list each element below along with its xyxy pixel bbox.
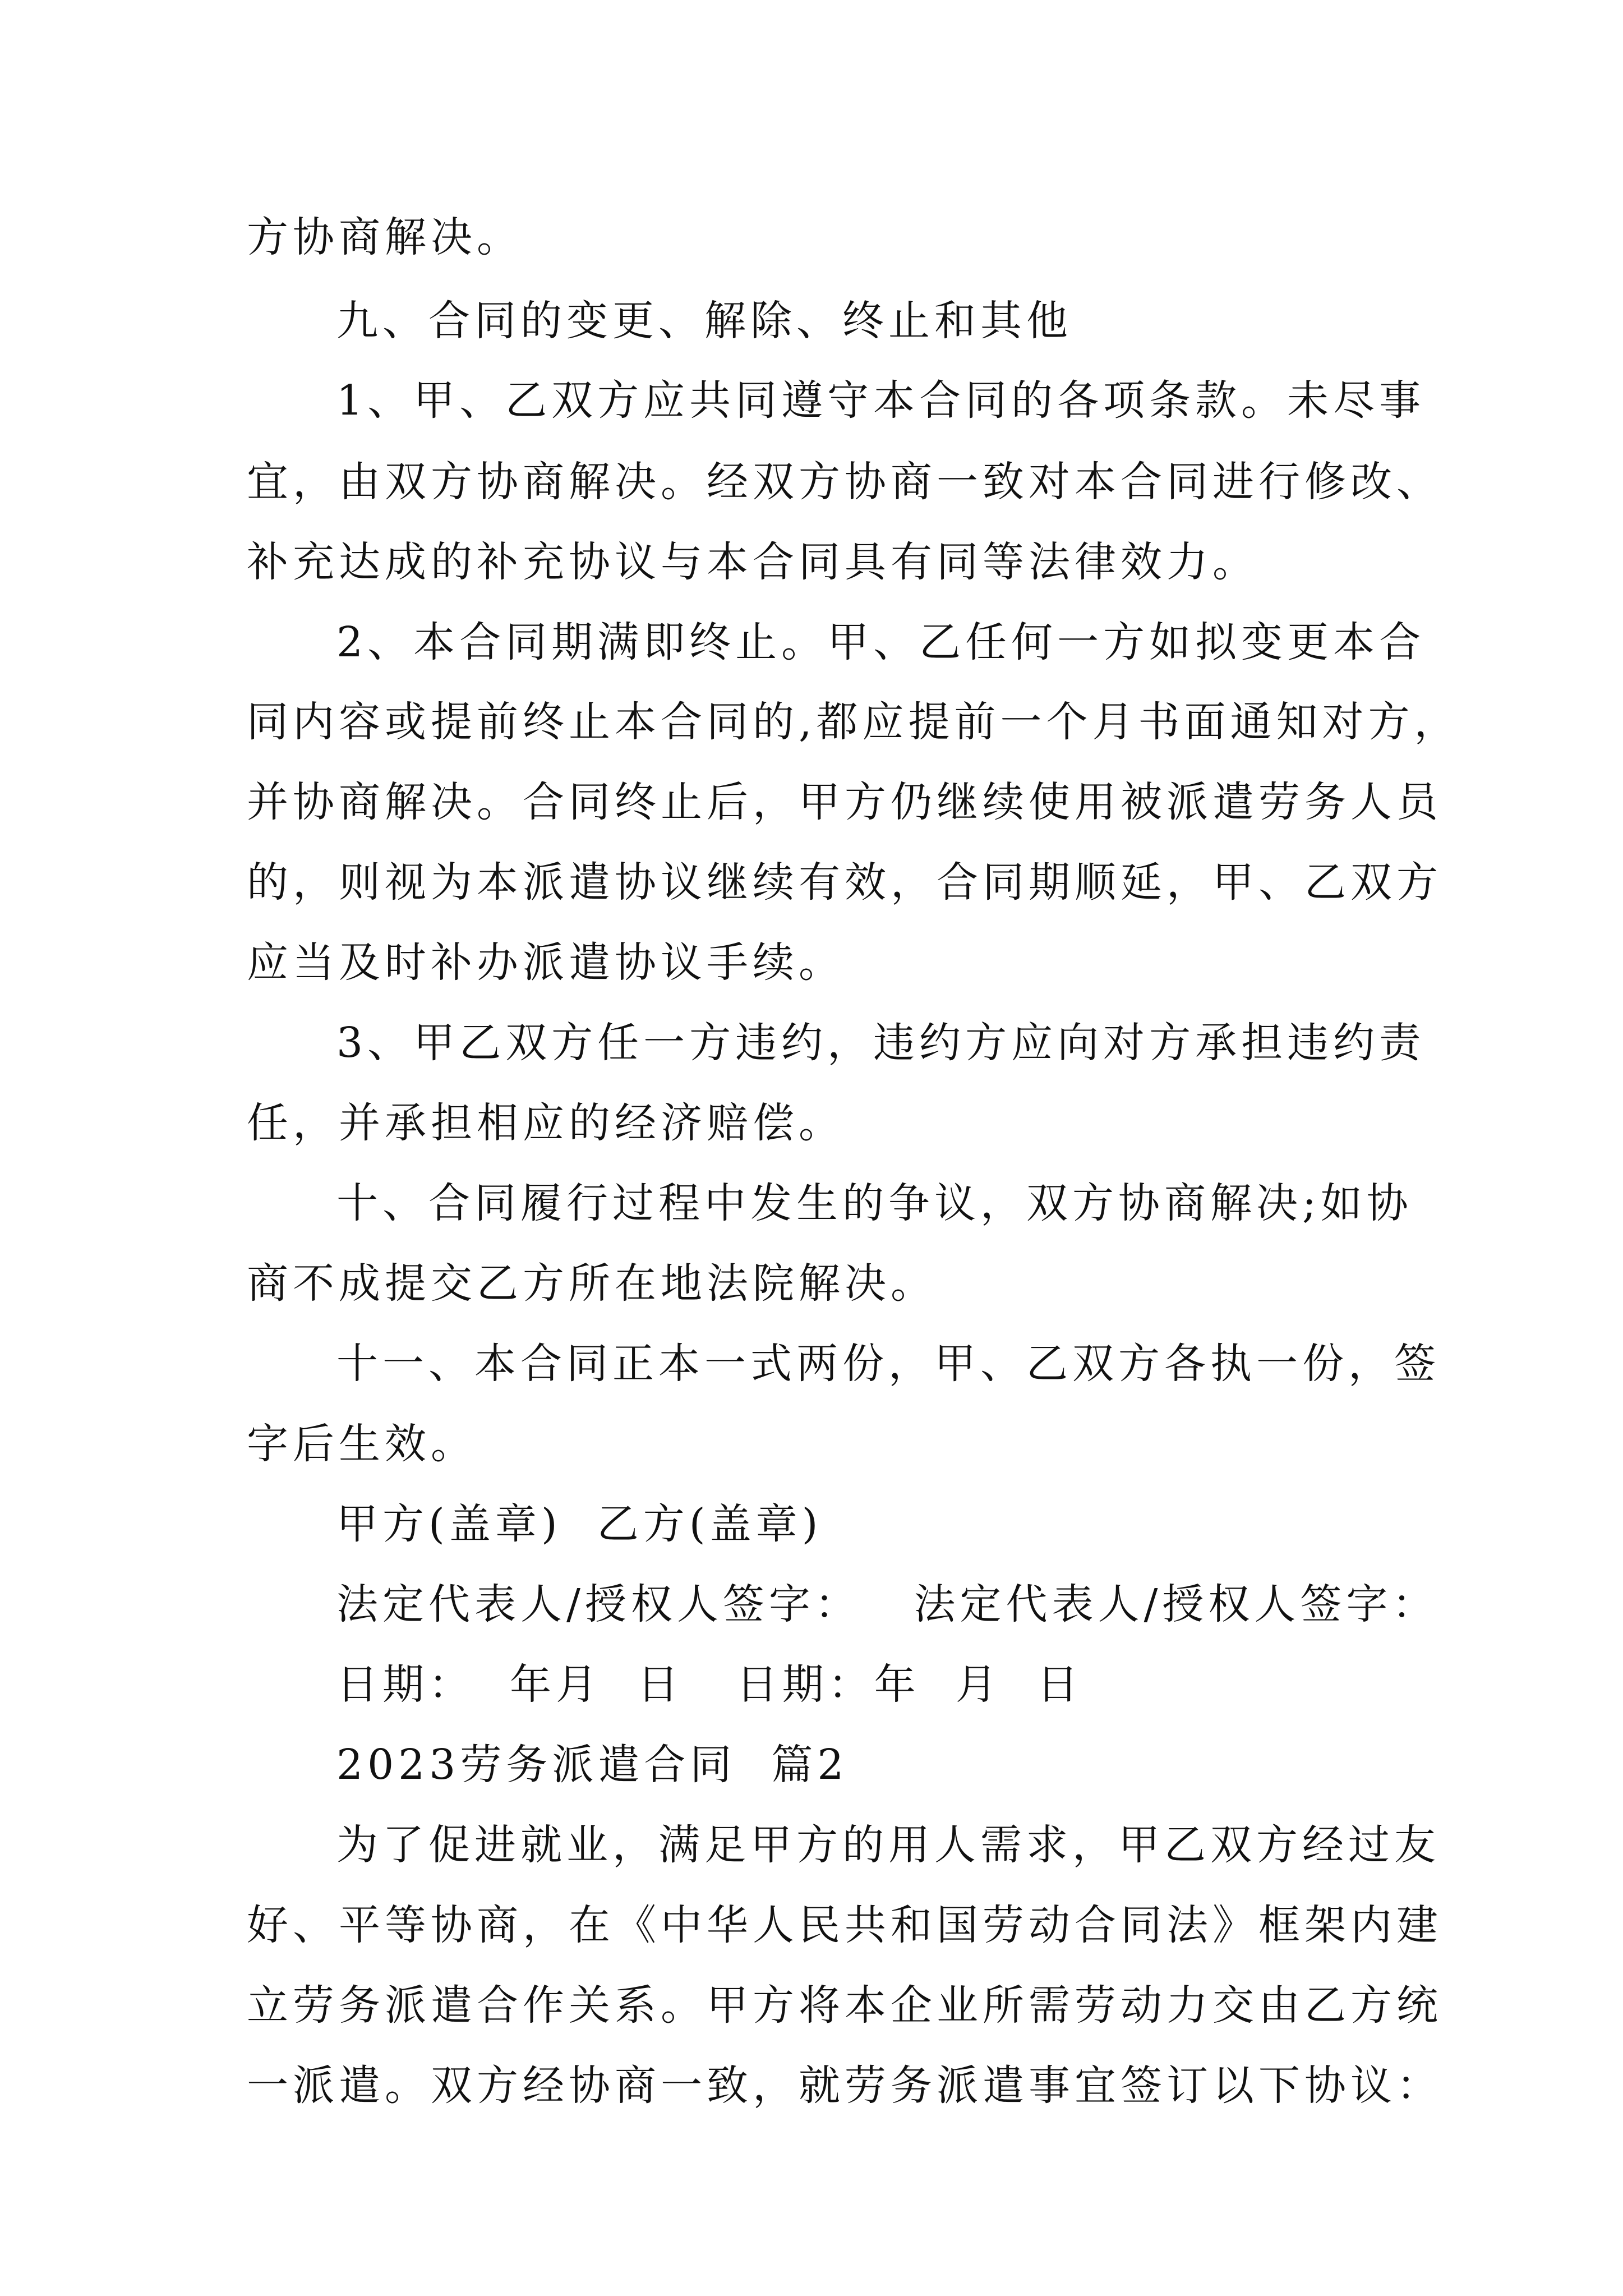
signature-representative-line: 法定代表人/授权人签字： 法定代表人/授权人签字： [336,1580,1438,1628]
paragraph-line: 方协商解决。 [247,213,523,261]
paragraph-line: 2、本合同期满即终止。甲、乙任何一方如拟变更本合 [336,618,1426,666]
paragraph-line: 并协商解决。合同终止后，甲方仍继续使用被派遣劳务人员 [247,778,1442,826]
signature-date-line: 日期： 年月 日 日期：年 月 日 [336,1660,1083,1709]
paragraph-line: 商不成提交乙方所在地法院解决。 [247,1259,937,1308]
section-heading: 十、合同履行过程中发生的争议，双方协商解决;如协 [336,1179,1413,1227]
signature-party-line: 甲方(盖章) 乙方(盖章) [336,1500,823,1548]
paragraph-line: 1、甲、乙双方应共同遵守本合同的各项条款。未尽事 [336,376,1426,425]
paragraph-line: 宜，由双方协商解决。经双方协商一致对本合同进行修改、 [247,458,1442,506]
paragraph-line: 为了促进就业，满足甲方的用人需求，甲乙双方经过友 [336,1821,1440,1869]
paragraph-line: 补充达成的补充协议与本合同具有同等法律效力。 [247,538,1258,586]
paragraph-line: 的，则视为本派遣协议继续有效，合同期顺延，甲、乙双方 [247,858,1442,907]
paragraph-line: 一派遣。双方经协商一致，就劳务派遣事宜签订以下协议： [247,2062,1442,2110]
paragraph-line: 字后生效。 [247,1420,477,1468]
paragraph-line: 3、甲乙双方任一方违约，违约方应向对方承担违约责 [336,1019,1426,1067]
paragraph-line: 应当及时补办派遣协议手续。 [247,938,845,987]
paragraph-line: 任，并承担相应的经济赔偿。 [247,1099,845,1147]
section-heading: 十一、本合同正本一式两份，甲、乙双方各执一份，签 [336,1340,1440,1388]
contract-title: 2023劳务派遣合同 篇2 [336,1741,849,1789]
paragraph-line: 同内容或提前终止本合同的,都应提前一个月书面通知对方， [247,698,1460,746]
section-heading: 九、合同的变更、解除、终止和其他 [336,297,1072,345]
paragraph-line: 立劳务派遣合作关系。甲方将本企业所需劳动力交由乙方统 [247,1981,1442,2030]
paragraph-line: 好、平等协商，在《中华人民共和国劳动合同法》框架内建 [247,1901,1442,1949]
